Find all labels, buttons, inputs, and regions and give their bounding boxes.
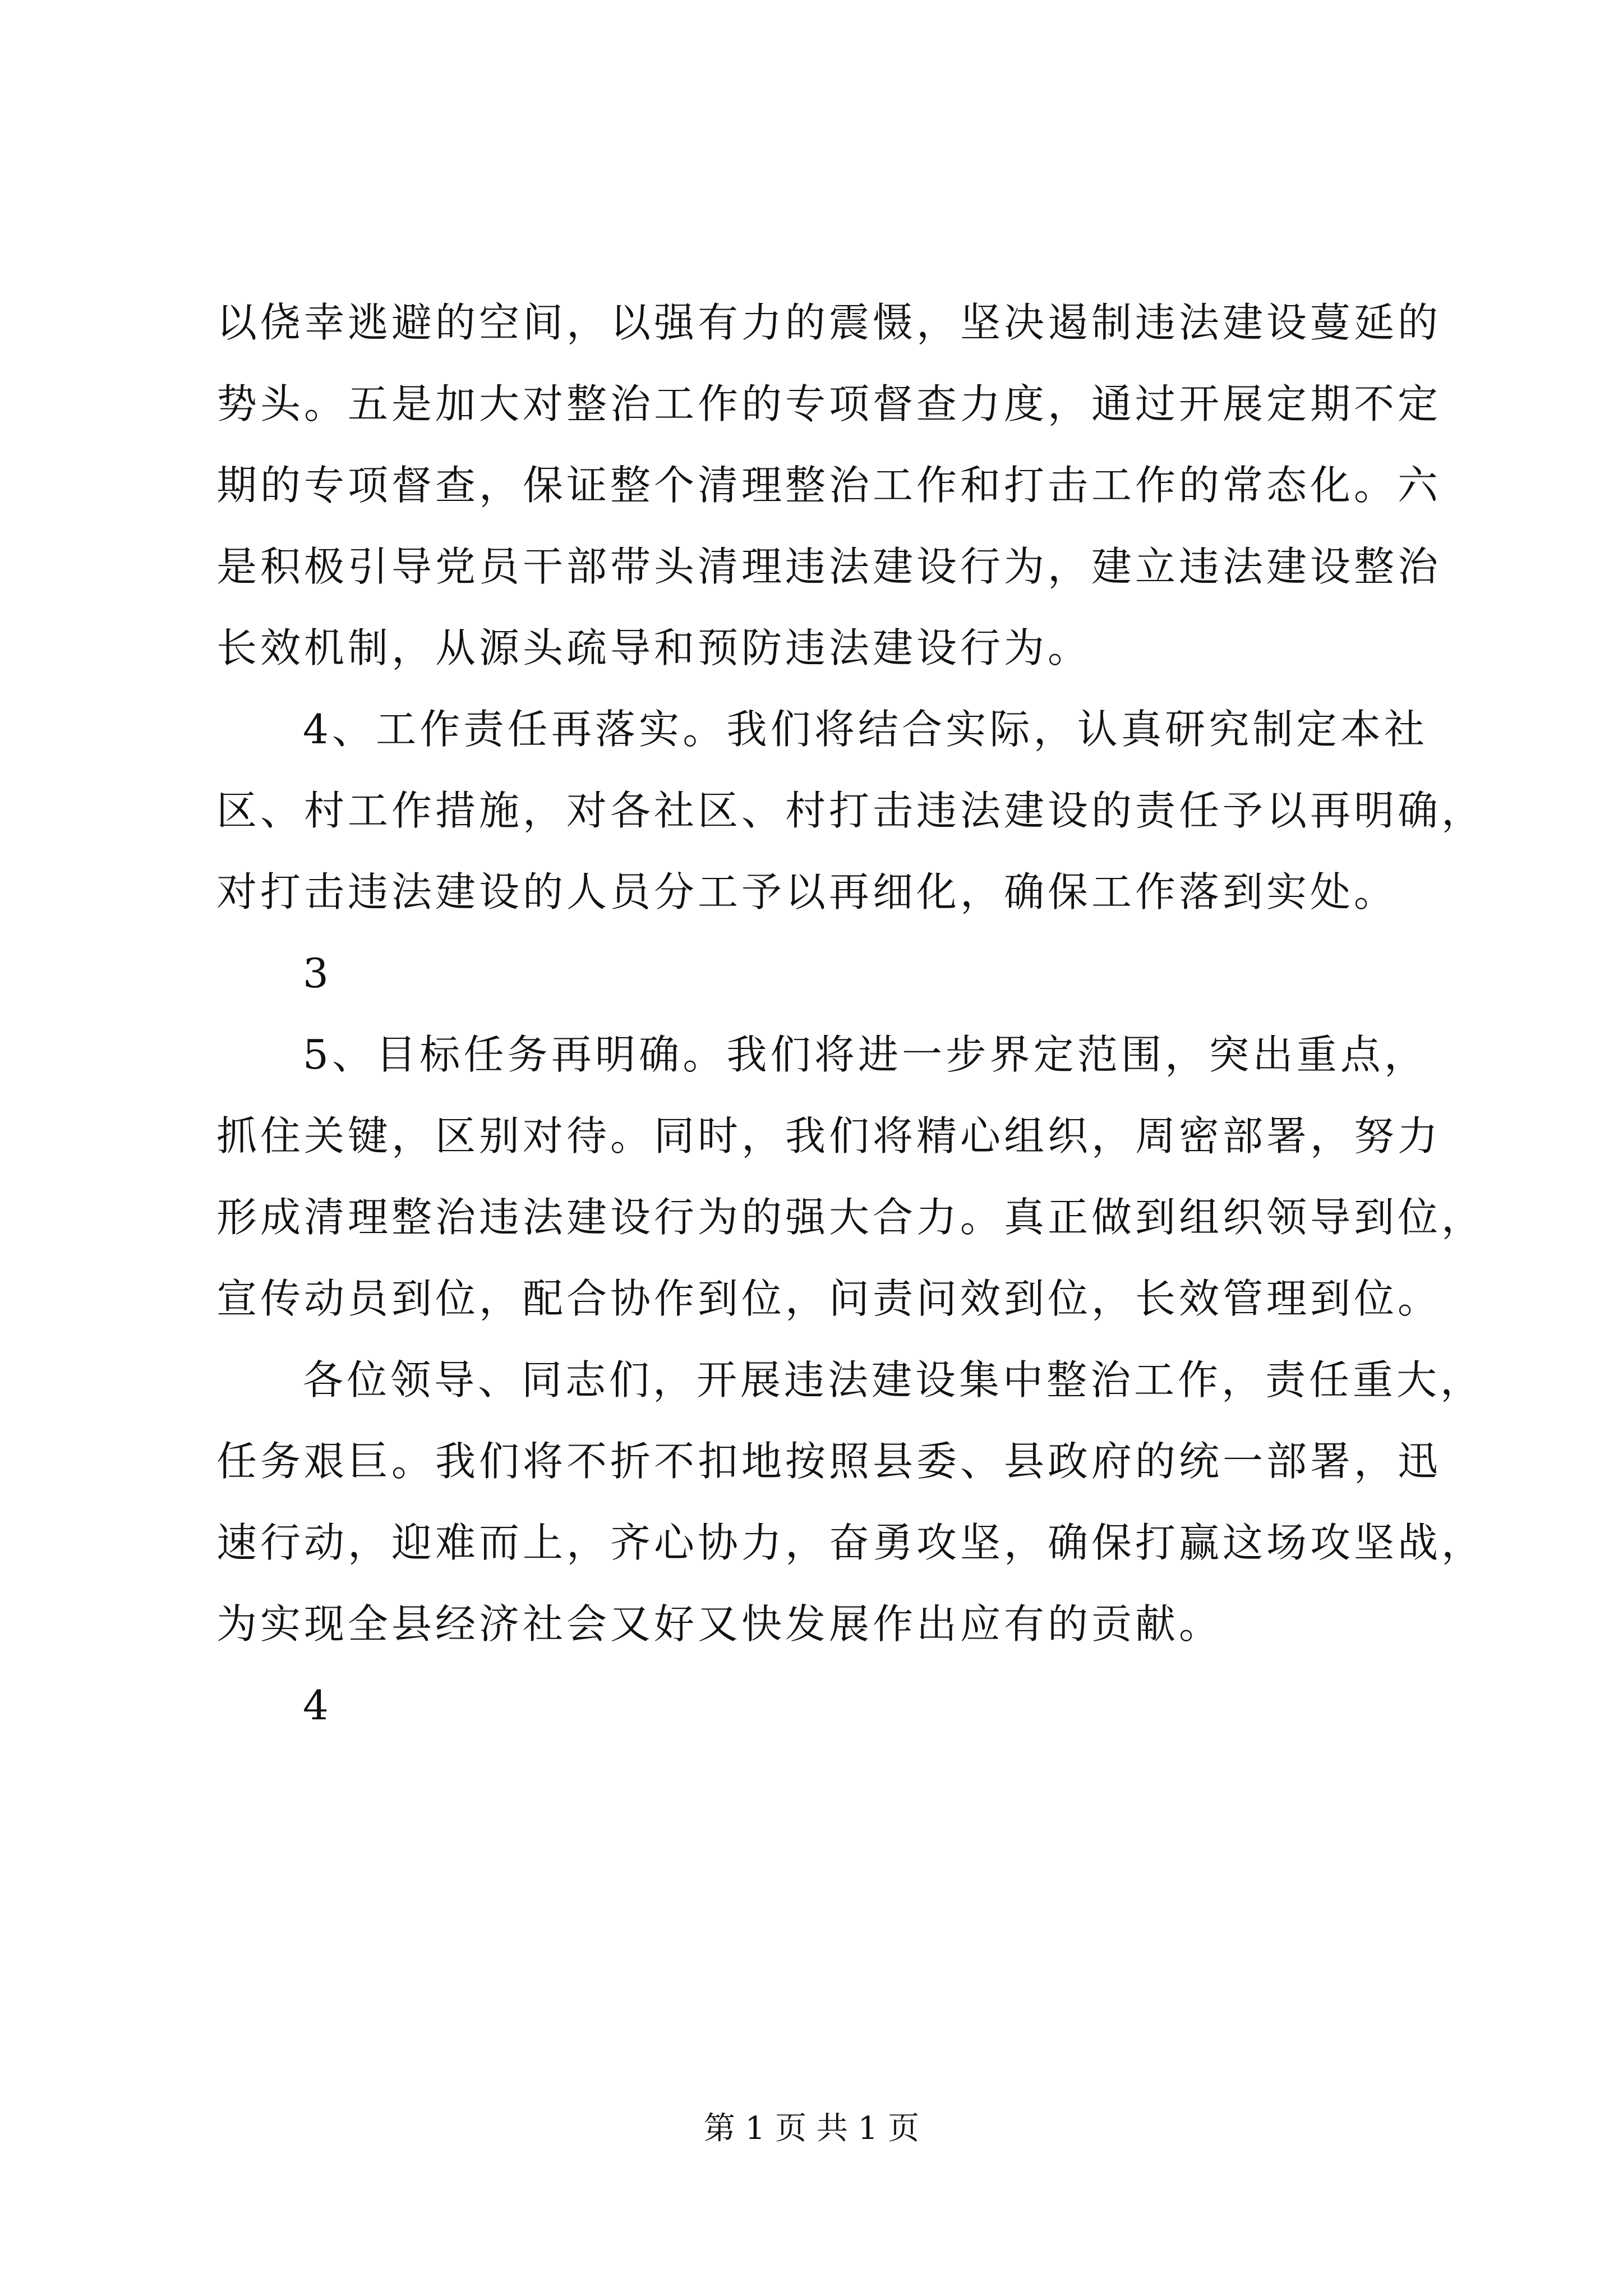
paragraph-line: 任务艰巨。我们将不折不扣地按照县委、县政府的统一部署，迅: [216, 1438, 1442, 1485]
paragraph-line: 以侥幸逃避的空间，以强有力的震慑，坚决遏制违法建设蔓延的: [216, 299, 1442, 346]
paragraph-line: 为实现全县经济社会又好又快发展作出应有的贡献。: [216, 1600, 1223, 1648]
page-footer: 第 1 页 共 1 页: [703, 2110, 920, 2147]
document-body: [216, 297, 1486, 1761]
paragraph-line: 是积极引导党员干部带头清理违法建设行为，建立违法建设整治: [216, 543, 1442, 590]
paragraph: [216, 704, 1486, 917]
paragraph: [216, 1355, 1486, 1649]
paragraph-line: 各位领导、同志们，开展违法建设集中整治工作，责任重大，: [303, 1356, 1484, 1404]
paragraph: [216, 1029, 1486, 1324]
paragraph-line: 速行动，迎难而上，齐心协力，奋勇攻坚，确保打赢这场攻坚战，: [216, 1519, 1486, 1566]
paragraph-line: 形成清理整治违法建设行为的强大合力。真正做到组织领导到位，: [216, 1194, 1486, 1241]
paragraph: [216, 297, 1442, 673]
paragraph-line: 5、目标任务再明确。我们将进一步界定范围，突出重点，: [303, 1031, 1428, 1078]
paragraph-line: 4、工作责任再落实。我们将结合实际，认真研究制定本社: [303, 706, 1428, 753]
inline-page-number: 4: [303, 1682, 329, 1729]
paragraph-line: 区、村工作措施，对各社区、村打击违法建设的责任予以再明确，: [216, 787, 1486, 834]
paragraph-line: 宣传动员到位，配合协作到位，问责问效到位，长效管理到位。: [216, 1275, 1442, 1322]
paragraph-line: 抓住关键，区别对待。同时，我们将精心组织，周密部署，努力: [216, 1112, 1442, 1159]
inline-page-number: 3: [303, 950, 329, 997]
paragraph-line: 势头。五是加大对整治工作的专项督查力度，通过开展定期不定: [216, 380, 1442, 427]
paragraph-line: 长效机制，从源头疏导和预防违法建设行为。: [216, 624, 1092, 671]
paragraph-line: 期的专项督查，保证整个清理整治工作和打击工作的常态化。六: [216, 462, 1442, 509]
paragraph-line: 对打击违法建设的人员分工予以再细化，确保工作落到实处。: [216, 868, 1398, 915]
